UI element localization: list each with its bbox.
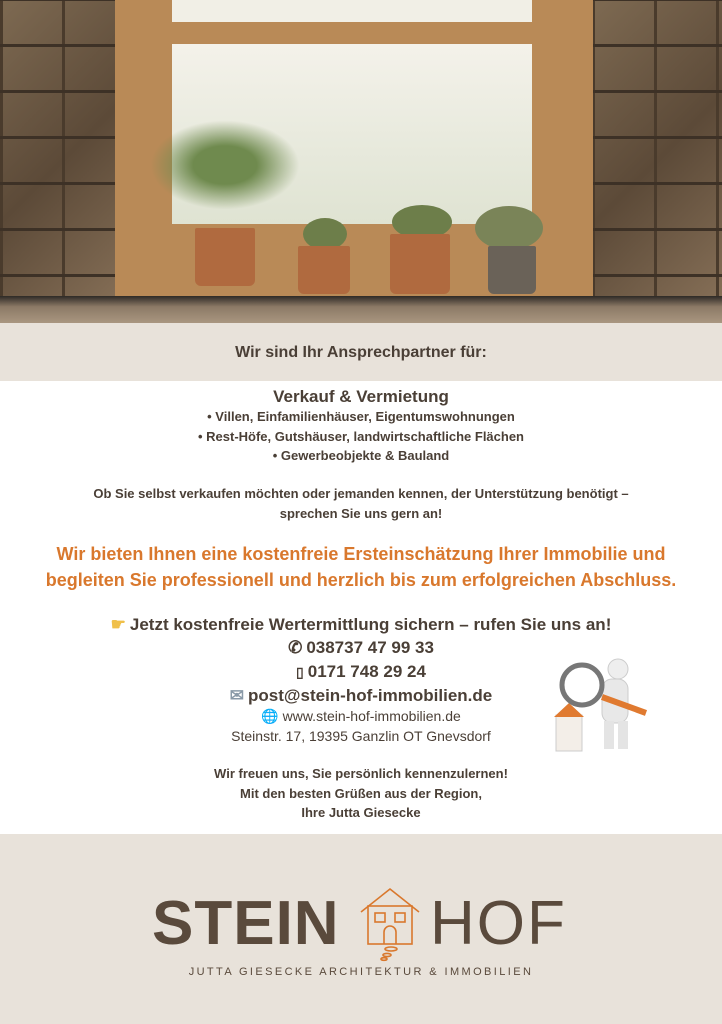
closing-line: Mit den besten Grüßen aus der Region,: [240, 786, 482, 801]
offer-line: Wir bieten Ihnen eine kostenfreie Ersteinschätzung Ihrer Immobilie und: [56, 544, 666, 564]
service-item: • Gewerbeobjekte & Bauland: [272, 448, 450, 463]
mobile-phone-icon: ▯: [296, 664, 304, 680]
email-link[interactable]: post@stein-hof-immobilien.de: [248, 686, 493, 705]
closing-line: Wir freuen uns, Sie persönlich kennenzulernen!: [214, 766, 508, 781]
mobile-number[interactable]: 0171 748 29 24: [307, 662, 426, 681]
pot: [488, 246, 536, 294]
website-link[interactable]: www.stein-hof-immobilien.de: [282, 708, 461, 724]
service-item: • Rest-Höfe, Gutshäuser, landwirtschaftliche Flächen: [197, 429, 524, 444]
logo-word-hof: HOF: [430, 889, 567, 958]
address: Steinstr. 17, 19395 Ganzlin OT Gnevsdorf: [231, 728, 491, 744]
intro-line: sprechen Sie uns gern an!: [279, 506, 443, 521]
brick-wall-left: [0, 0, 125, 323]
brick-wall-right: [592, 0, 722, 323]
closing-signature: Ihre Jutta Giesecke: [301, 805, 421, 820]
intro-line: Ob Sie selbst verkaufen möchten oder jemanden kennen, der Unterstützung benötigt –: [93, 486, 629, 501]
window-plants-photo: [0, 0, 722, 323]
cta-text: Jetzt kostenfreie Wertermittlung sichern – rufen Sie uns an!: [129, 615, 612, 634]
plant: [150, 120, 300, 210]
pot: [298, 246, 350, 294]
globe-icon: 🌐: [261, 708, 279, 724]
pointing-hand-icon: ☛: [110, 615, 126, 634]
pot: [195, 228, 255, 286]
logo-tagline: JUTTA GIESECKE ARCHITEKTUR & IMMOBILIEN: [188, 966, 534, 978]
cactus: [475, 206, 543, 250]
header-title: Wir sind Ihr Ansprechpartner für:: [235, 344, 487, 361]
logo-word-stein: STEIN: [152, 889, 340, 958]
phone-icon: ✆: [288, 638, 303, 657]
phone-number[interactable]: 038737 47 99 33: [306, 638, 434, 657]
magnifier-figure-illustration: [552, 655, 652, 755]
window-sill: [0, 296, 722, 323]
envelope-icon: ✉: [229, 686, 245, 705]
service-item: • Villen, Einfamilienhäuser, Eigentumswohnungen: [207, 409, 515, 424]
services-heading: Verkauf & Vermietung: [273, 387, 449, 406]
house-logo-icon: [358, 886, 422, 962]
pot: [390, 234, 450, 294]
window-pane-top: [172, 0, 532, 22]
offer-line: begleiten Sie professionell und herzlich bis zum erfolgreichen Abschluss.: [45, 570, 677, 590]
